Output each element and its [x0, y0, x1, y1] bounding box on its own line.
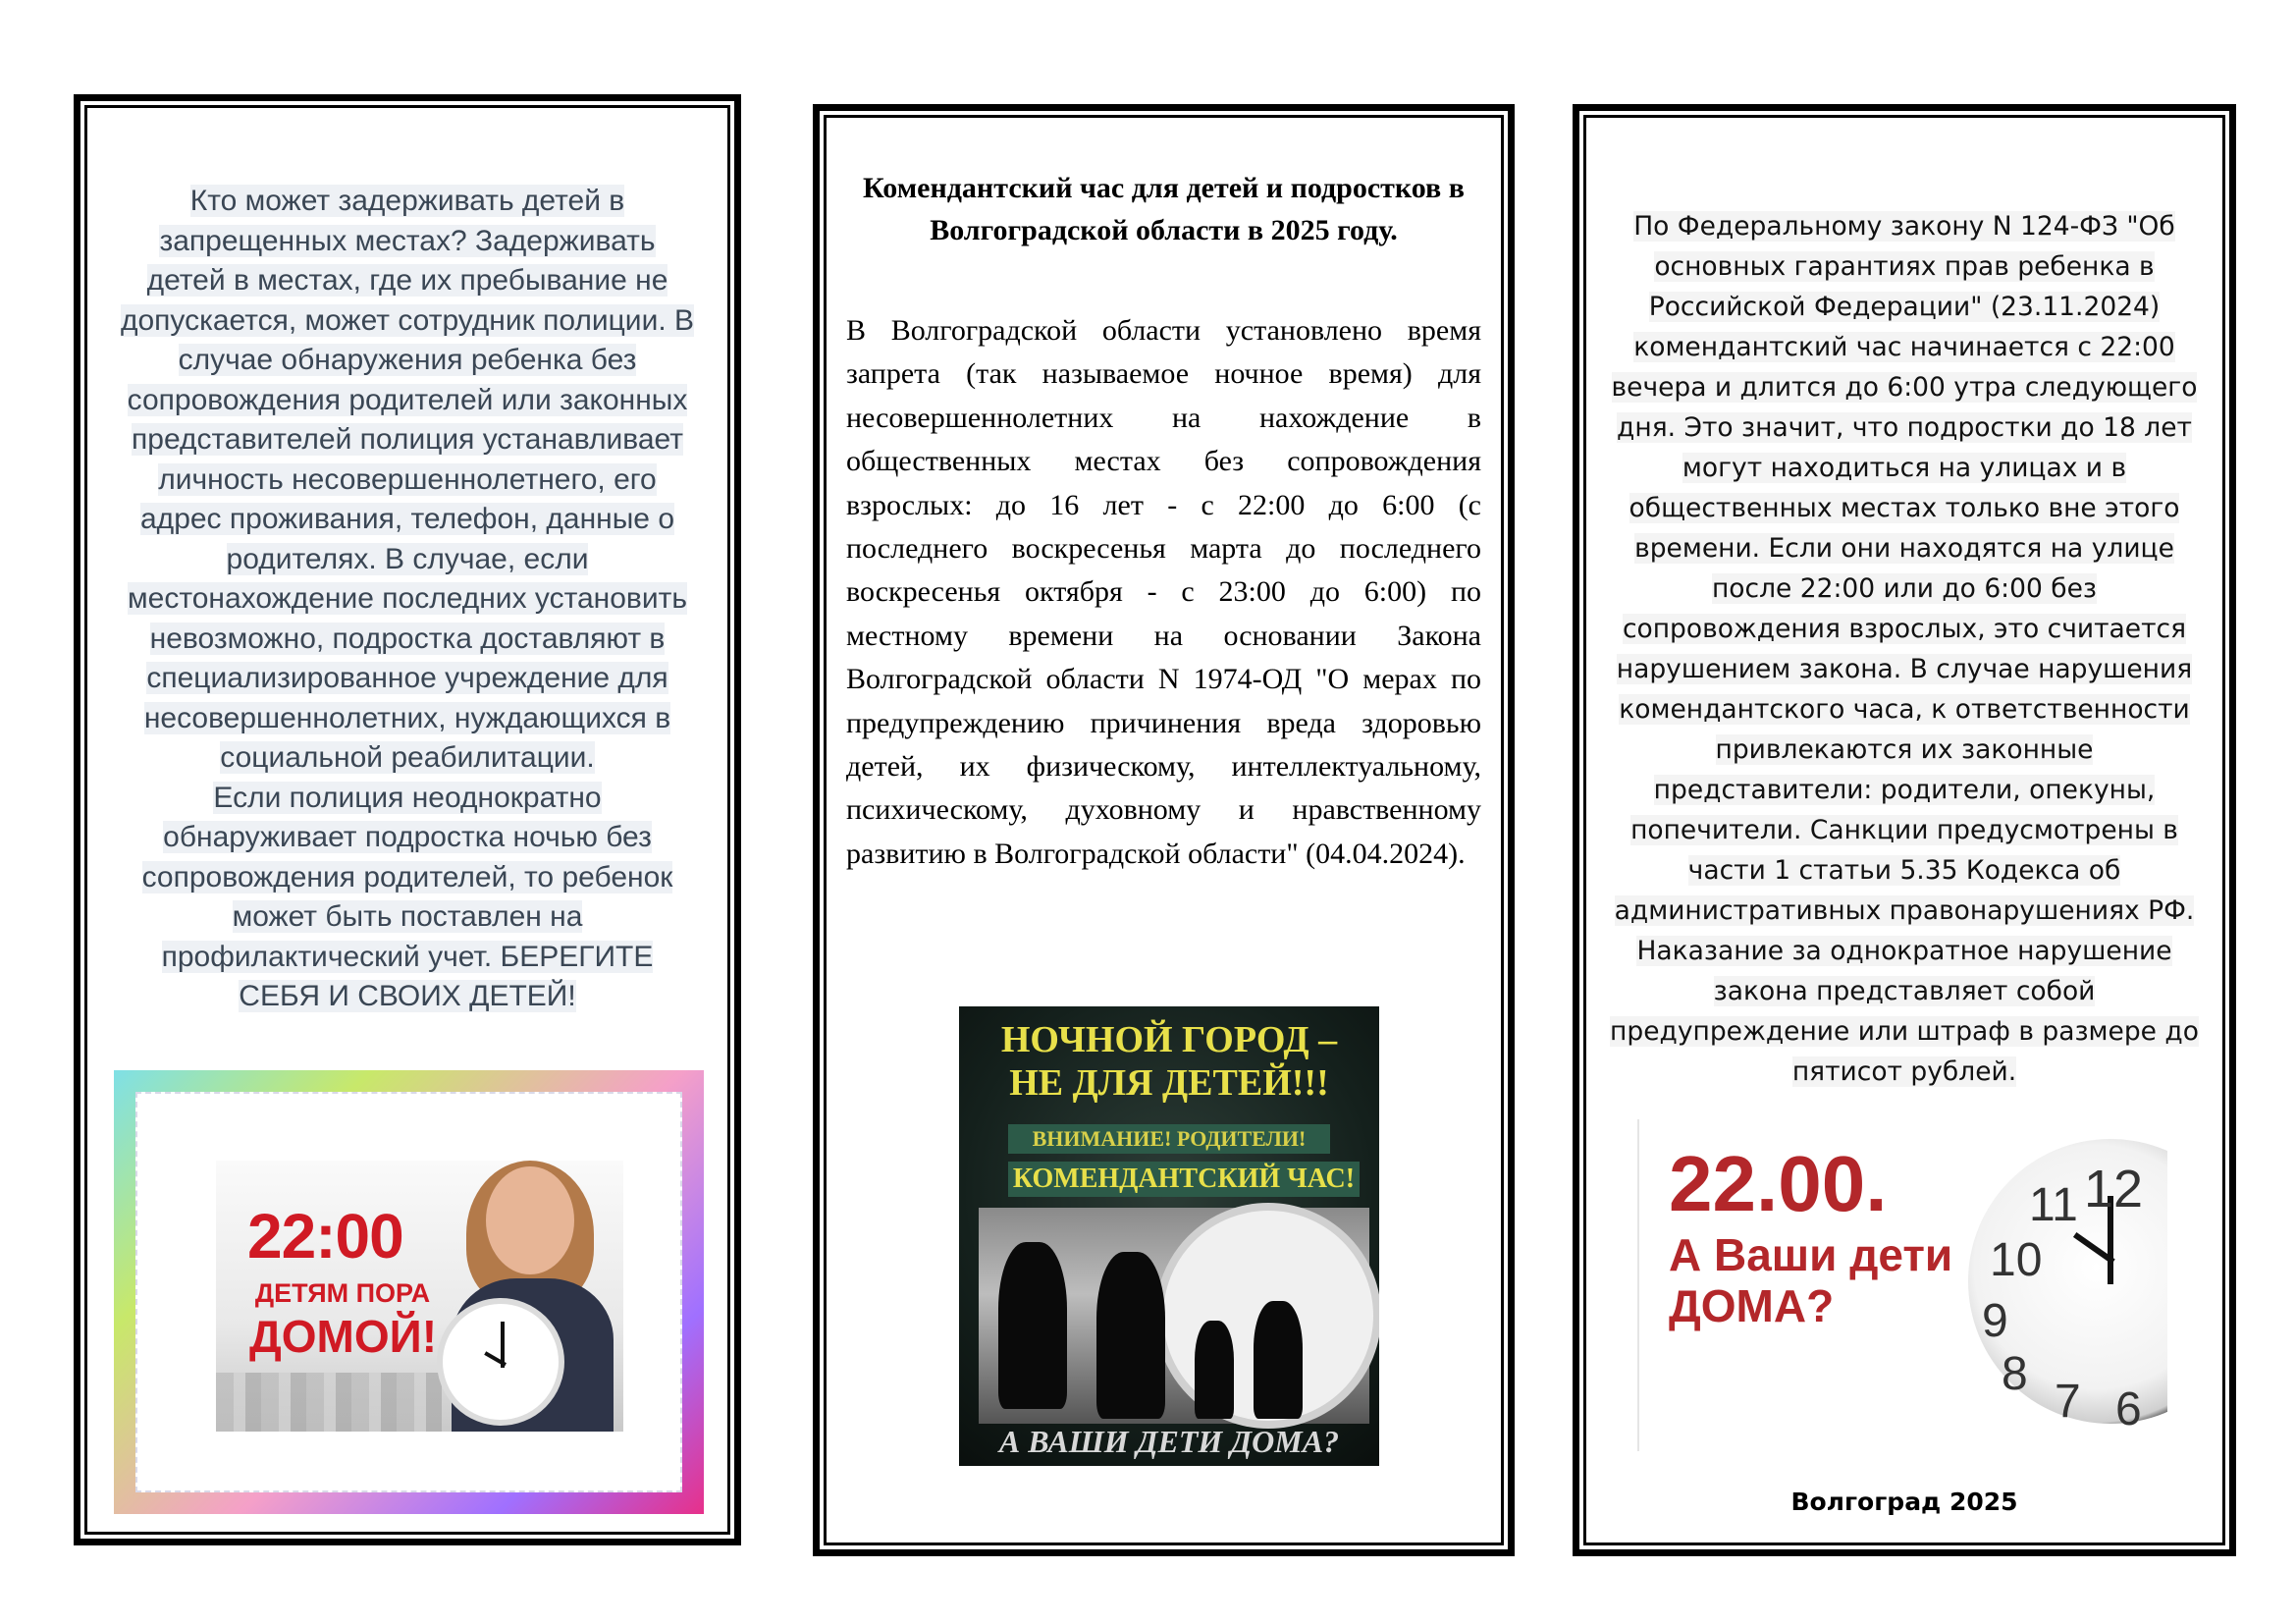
right-line: предупреждение или штраф в размере до: [1610, 1016, 2199, 1047]
curfew-girl-poster-image: [114, 1070, 704, 1514]
right-panel-text: [1604, 206, 2205, 1092]
middle-panel: [813, 104, 1515, 1556]
right-line: комендантского часа, к ответственности: [1619, 694, 2190, 725]
poster-headline-2: НЕ ДЛЯ ДЕТЕЙ!!!: [1009, 1062, 1329, 1104]
right-line: основных гарантиях прав ребенка в: [1654, 251, 2155, 282]
clock-icon: [437, 1298, 564, 1426]
left-line: представителей полиция устанавливает: [132, 423, 683, 456]
poster-bottom-caption: А ВАШИ ДЕТИ ДОМА?: [998, 1424, 1340, 1459]
poster-time: 22:00: [247, 1201, 403, 1272]
right-line: привлекаются их законные: [1715, 734, 2094, 765]
poster-attention: ВНИМАНИЕ! РОДИТЕЛИ!: [1008, 1124, 1330, 1154]
image-time: 22.00.: [1669, 1140, 1888, 1227]
right-line: пятисот рублей.: [1791, 1056, 2017, 1087]
left-line: личность несовершеннолетнего, его: [158, 462, 657, 496]
image-question: [1669, 1229, 1983, 1331]
poster-caption-2: ДОМОЙ!: [249, 1311, 438, 1362]
left-panel: [74, 94, 741, 1545]
silhouette-child: [1254, 1301, 1303, 1419]
poster-headline: [959, 1018, 1379, 1105]
left-line: случае обнаружения ребенка без: [178, 344, 637, 376]
left-line: родителях. В случае, если: [226, 542, 589, 575]
left-panel-frame: [84, 105, 730, 1535]
right-line: нарушением закона. В случае нарушения: [1616, 654, 2193, 684]
poster-headline-1: НОЧНОЙ ГОРОД –: [1000, 1019, 1338, 1060]
left-line: СЕБЯ И СВОИХ ДЕТЕЙ!: [239, 980, 576, 1012]
right-line: попечители. Санкции предусмотрены в: [1630, 815, 2178, 845]
left-line: обнаруживает подростка ночью без: [163, 821, 652, 853]
left-line: социальной реабилитации.: [220, 741, 595, 774]
girl-face: [486, 1166, 574, 1274]
right-line: административных правонарушениях РФ.: [1614, 895, 2195, 926]
left-line: Кто может задерживать детей в: [189, 185, 625, 217]
left-line: сопровождения родителей или законных: [127, 383, 688, 416]
right-line: комендантский час начинается с 22:00: [1633, 332, 2175, 362]
poster-curfew: КОМЕНДАНТСКИЙ ЧАС!: [1008, 1162, 1360, 1197]
clock-icon: 12 11 10 9 8 7 6: [1968, 1139, 2167, 1424]
left-line: Если полиция неоднократно: [213, 781, 602, 814]
document-title: Комендантский час для детей и подростков в Волгоградской области в 2025 году.: [863, 172, 1465, 246]
image-question-2: ДОМА?: [1669, 1280, 1835, 1331]
right-line: общественных местах только вне этого: [1629, 493, 2180, 523]
right-panel: [1573, 104, 2236, 1556]
left-panel-text: [107, 182, 708, 1017]
right-line: закона представляет собой: [1713, 976, 2096, 1006]
city-skyline: [216, 1373, 442, 1432]
left-line: несовершеннолетних, нуждающихся в: [143, 701, 671, 734]
right-line: части 1 статьи 5.35 Кодекса об: [1687, 855, 2121, 886]
left-line: детей в местах, где их пребывание не: [146, 264, 668, 297]
silhouette-adult: [998, 1242, 1067, 1409]
document-body: В Волгоградской области установлено время запрета (так называемое ночное время) для несовершеннолетних на нахождение в общественных местах без сопровождения взрослых: до 16 лет - с 22:00 до 6:00 (с последнего воскресенья марта до последнего воскресенья октября - с 23:00 до 6:00) по местному времени на основании Закона Волгоградской области N 1974-ОД "О мерах по предупреждению причинения вреда здоровью детей, их физическому, интеллектуальному, психическому, духовному и нравственному развитию в Волгоградской области" (04.04.2024).: [846, 314, 1481, 870]
right-line: представители: родители, опекуны,: [1653, 775, 2156, 805]
right-line: вечера и длится до 6:00 утра следующего: [1611, 372, 2198, 403]
left-line: невозможно, подростка доставляют в: [149, 622, 666, 655]
right-line: сопровождения взрослых, это считается: [1622, 614, 2187, 644]
right-line: после 22:00 или до 6:00 без: [1711, 573, 2097, 604]
poster-caption-1: ДЕТЯМ ПОРА: [254, 1278, 431, 1308]
left-line: может быть поставлен на: [232, 900, 583, 933]
decorative-frame: [135, 1092, 682, 1492]
left-line: запрещенных местах? Задерживать: [159, 224, 656, 257]
right-line: Российской Федерации" (23.11.2024): [1648, 292, 2161, 322]
right-line: Наказание за однократное нарушение: [1636, 936, 2172, 966]
right-line: могут находиться на улицах и в: [1682, 453, 2127, 483]
night-city-poster-image: [959, 1006, 1379, 1466]
silhouette-child: [1195, 1321, 1234, 1419]
middle-panel-frame: [824, 115, 1504, 1545]
image-question-1: А Ваши дети: [1669, 1229, 1953, 1280]
left-line: специализированное учреждение для: [146, 662, 668, 694]
left-line: сопровождения родителей, то ребенок: [141, 860, 673, 893]
right-line: дня. Это значит, что подростки до 18 лет: [1617, 412, 2192, 443]
left-line: адрес проживания, телефон, данные о: [140, 503, 674, 535]
are-your-kids-home-image: [1637, 1119, 2167, 1451]
poster: [216, 1161, 623, 1432]
right-line: По Федеральному закону N 124-ФЗ "Об: [1633, 211, 2175, 242]
silhouette-adult: [1096, 1252, 1165, 1419]
right-line: времени. Если они находятся на улице: [1634, 533, 2174, 564]
footer-city-year: Волгоград 2025: [1790, 1488, 2018, 1516]
left-line: профилактический учет. БЕРЕГИТЕ: [161, 940, 654, 973]
right-panel-frame: [1583, 115, 2225, 1545]
left-line: допускается, может сотрудник полиции. В: [120, 303, 695, 337]
left-line: местонахождение последних установить: [128, 582, 687, 615]
